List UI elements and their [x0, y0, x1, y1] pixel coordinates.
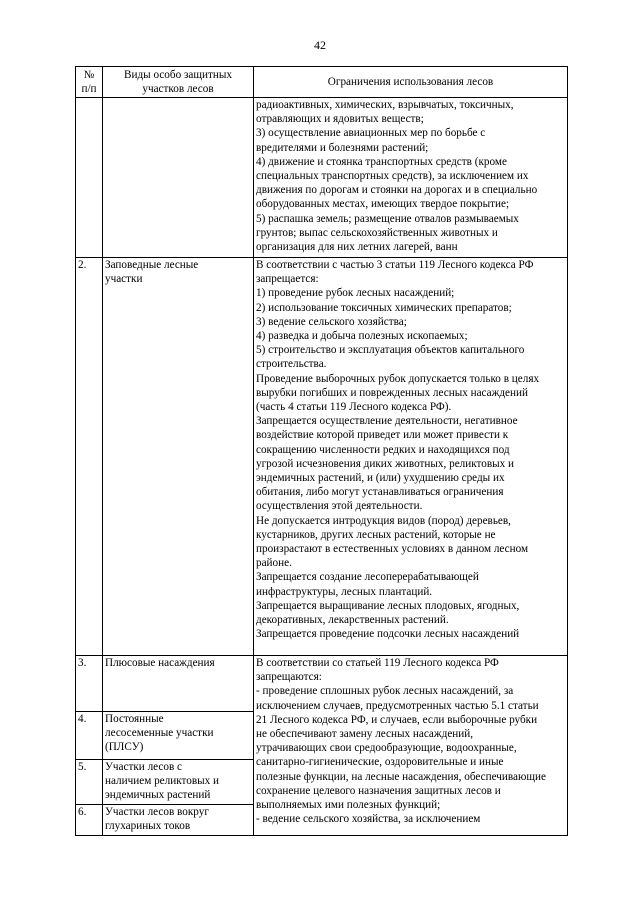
restriction-text-line: запрещаются: — [256, 671, 322, 684]
table-row — [76, 656, 568, 712]
restriction-text-line: осуществления этой деятельности. — [256, 500, 423, 513]
restriction-text-line: грунтов; выпас сельскохозяйственных животных и — [256, 226, 498, 239]
restriction-text-line: В соответствии с частью 3 статьи 119 Лесного кодекса РФ — [256, 259, 534, 271]
restriction-text-line: исключением случаев, предусмотренных частью 5.1 статьи — [256, 699, 539, 712]
restriction-text-line: 5) распашка земель; размещение отвалов размываемых — [256, 212, 519, 225]
restriction-text-line: - проведение сплошных рубок лесных насаждений, за — [256, 685, 514, 698]
restriction-text-line: вредителями и болезнями растений; — [256, 141, 429, 154]
restriction-text-line: районе. — [256, 557, 292, 570]
row-number-cell: 2. — [76, 258, 103, 656]
restriction-text-line: Не допускается интродукция видов (пород) деревьев, — [256, 514, 511, 527]
header-number — [76, 67, 103, 98]
restriction-text-line: Запрещается проведение подсочки лесных насаждений — [256, 628, 520, 641]
area-type-text-line: Плюсовые насаждения — [105, 657, 215, 669]
restriction-text-line: воздействие которой приведет или может привести к — [256, 429, 509, 442]
restriction-text-line: Запрещается осуществление деятельности, негативное — [256, 415, 518, 428]
restriction-text-line: Запрещается создание лесоперерабатывающей — [256, 571, 479, 584]
row-area-type-cell — [103, 98, 254, 258]
header-number-line: № — [83, 69, 95, 81]
row-number-cell: 4. — [76, 712, 103, 760]
restriction-text-line: Запрещается выращивание лесных плодовых, ягодных, — [256, 599, 520, 612]
area-type-text-line: Участки лесов вокруг — [105, 806, 209, 818]
restriction-text-line: вырубки погибших и поврежденных лесных насаждений — [256, 386, 528, 399]
row-restrictions-cell — [254, 656, 568, 836]
restrictions-table — [75, 66, 568, 836]
area-type-text-line: эндемичных растений — [105, 789, 211, 802]
restriction-text-line: (часть 4 статьи 119 Лесного кодекса РФ). — [256, 401, 452, 414]
row-area-type-cell — [103, 258, 254, 656]
restriction-text-line: сохранение целевого назначения защитных лесов и — [256, 784, 501, 797]
area-type-text-line: Участки лесов с — [105, 761, 183, 773]
restriction-text-line: угрозой исчезновения диких животных, реликтовых и — [256, 457, 515, 470]
row-restrictions-cell — [254, 98, 568, 258]
restriction-text-line: полезные функции, на лесные насаждения, обеспечивающие — [256, 770, 546, 783]
restriction-text-line: отравляющих и ядовитых веществ; — [256, 113, 424, 126]
restriction-text-line: радиоактивных, химических, взрывчатых, токсичных, — [256, 99, 514, 111]
restriction-text-line: 2) использование токсичных химических препаратов; — [256, 301, 512, 314]
header-area-type — [103, 67, 254, 98]
area-type-text-line: Постоянные — [105, 713, 164, 725]
page-number: 42 — [314, 38, 326, 52]
restriction-text-line: 5) строительство и эксплуатация объектов капитального — [256, 344, 525, 357]
table-row — [76, 98, 568, 258]
restriction-text-line: 1) проведение рубок лесных насаждений; — [256, 287, 455, 300]
row-area-type-cell — [103, 805, 254, 836]
restriction-text-line: не обеспечивают замену лесных насаждений, — [256, 728, 474, 741]
row-area-type-cell — [103, 760, 254, 805]
restriction-text-line: 21 Лесного кодекса РФ, и случаев, если выборочные рубки — [256, 713, 538, 726]
header-area-type-line: участков лесов — [142, 83, 214, 95]
row-number-cell: 3. — [76, 656, 103, 712]
table-row — [76, 258, 568, 656]
row-area-type-cell — [103, 712, 254, 760]
area-type-text-line: лесосеменные участки — [105, 727, 214, 740]
restriction-text-line: сокращению численности редких и находящихся под — [256, 443, 510, 456]
header-area-type-line: Виды особо защитных — [124, 69, 232, 81]
restriction-text-line: 3) ведение сельского хозяйства; — [256, 315, 407, 328]
restriction-text-line: кустарников, других лесных растений, которые не — [256, 528, 496, 541]
restriction-text-line: - ведение сельского хозяйства, за исключением — [256, 813, 481, 826]
restriction-text-line: 4) разведка и добыча полезных ископаемых; — [256, 330, 468, 343]
row-number-cell: 5. — [76, 760, 103, 805]
restriction-text-line: 3) осуществление авиационных мер по борьбе с — [256, 127, 486, 140]
restriction-text-line: В соответствии со статьей 119 Лесного кодекса РФ — [256, 657, 499, 669]
area-type-text-line: Заповедные лесные — [105, 259, 199, 271]
area-type-text-line: участки — [105, 273, 143, 286]
header-restrictions: Ограничения использования лесов — [254, 67, 568, 98]
restriction-text-line: запрещается: — [256, 273, 319, 286]
row-restrictions-cell — [254, 258, 568, 656]
restriction-text-line: 4) движение и стоянка транспортных средств (кроме — [256, 155, 507, 168]
table-header-row — [76, 67, 568, 98]
restriction-text-line: выполняемых ими полезных функций; — [256, 799, 441, 812]
restriction-text-line: декоративных, лекарственных растений. — [256, 614, 449, 627]
restriction-text-line: движения по дорогам и стоянки на дорогах и в специально — [256, 184, 538, 197]
row-number-cell: 6. — [76, 805, 103, 836]
restriction-text-line: Проведение выборочных рубок допускается только в целях — [256, 372, 540, 385]
restriction-text-line: эндемичных растений, и (или) ухудшению среды их — [256, 472, 505, 485]
restriction-text-line: специальных транспортных средств), за исключением их — [256, 170, 529, 183]
area-type-text-line: глухариных токов — [105, 820, 191, 833]
restriction-text-line: организация для них летних лагерей, ванн — [256, 241, 458, 254]
restriction-text-line: строительства. — [256, 358, 327, 371]
restriction-text-line: обитания, либо могут устанавливаться ограничения — [256, 486, 504, 499]
row-area-type-cell — [103, 656, 254, 712]
restriction-text-line: инфраструктуры, лесных плантаций. — [256, 585, 433, 598]
header-number-line: п/п — [81, 83, 97, 95]
restriction-text-line: произрастают в естественных условиях в данном лесном — [256, 543, 529, 556]
area-type-text-line: (ПЛСУ) — [105, 741, 144, 754]
area-type-text-line: наличием реликтовых и — [105, 775, 220, 788]
restriction-text-line: утрачивающих свои средообразующие, водоохранные, — [256, 742, 517, 755]
restriction-text-line: санитарно-гигиенические, оздоровительные и иные — [256, 756, 504, 769]
row-number-cell — [76, 98, 103, 258]
restriction-text-line: оборудованных местах, имеющих твердое покрытие; — [256, 198, 510, 211]
